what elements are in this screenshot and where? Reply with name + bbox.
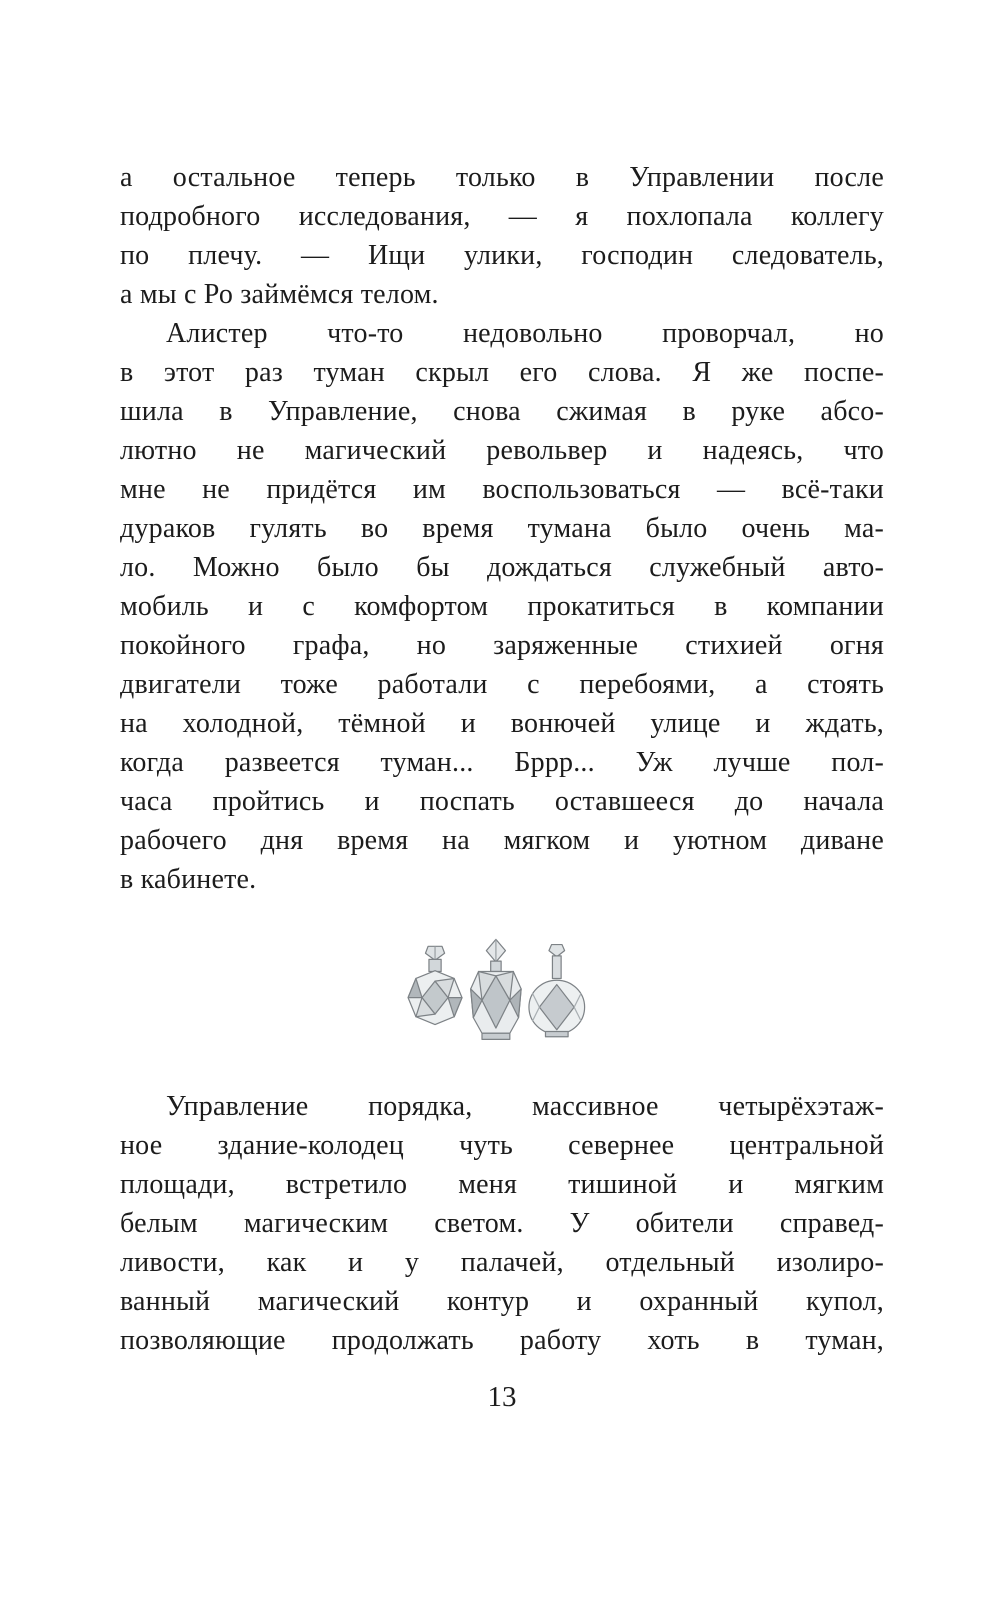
text-line: шила в Управление, снова сжимая в руке абсо-: [120, 396, 884, 427]
text-line: площади, встретило меня тишиной и мягким: [120, 1169, 884, 1200]
text-line: лютно не магический револьвер и надеясь, что: [120, 435, 884, 466]
page-number: 13: [487, 1381, 517, 1413]
scene-divider: [120, 937, 884, 1053]
paragraph: [120, 314, 884, 899]
text-line: в этот раз туман скрыл его слова. Я же поспе-: [120, 357, 884, 388]
text-line: ванный магический контур и охранный купол,: [120, 1286, 884, 1317]
text-line: когда развеется туман... Бррр... Уж лучше пол-: [120, 747, 884, 778]
text-line: подробного исследования, — я похлопала коллегу: [120, 201, 884, 232]
text-block: [120, 158, 884, 1360]
paragraph: [120, 1087, 884, 1360]
text-line: Алистер что-то недовольно проворчал, но: [166, 318, 884, 349]
text-line: дураков гулять во время тумана было очень ма-: [120, 513, 884, 544]
text-line: а мы с Ро займёмся телом.: [120, 279, 439, 310]
text-line: белым магическим светом. У обители справед-: [120, 1208, 884, 1239]
text-line: позволяющие продолжать работу хоть в туман,: [120, 1325, 884, 1356]
text-line: по плечу. — Ищи улики, господин следователь,: [120, 240, 884, 271]
text-line: мне не придётся им воспользоваться — всё-таки: [120, 474, 884, 505]
text-line: двигатели тоже работали с перебоями, а стоять: [120, 669, 884, 700]
text-line: ло. Можно было бы дождаться служебный авто-: [120, 552, 884, 583]
paragraph: [120, 158, 884, 314]
text-line: на холодной, тёмной и вонючей улице и ждать,: [120, 708, 884, 739]
text-line: мобиль и с комфортом прокатиться в компании: [120, 591, 884, 622]
text-line: в кабинете.: [120, 864, 257, 895]
text-line: ливости, как и у палачей, отдельный изолиро-: [120, 1247, 884, 1278]
text-line: рабочего дня время на мягком и уютном диване: [120, 825, 884, 856]
text-line: а остальное теперь только в Управлении после: [120, 162, 884, 193]
text-line: покойного графа, но заряженные стихией огня: [120, 630, 884, 661]
text-line: Управление порядка, массивное четырёхэтаж-: [166, 1091, 884, 1122]
text-line: ное здание-колодец чуть севернее центральной: [120, 1130, 884, 1161]
potion-bottles-icon: [402, 937, 602, 1053]
text-line: часа пройтись и поспать оставшееся до начала: [120, 786, 884, 817]
